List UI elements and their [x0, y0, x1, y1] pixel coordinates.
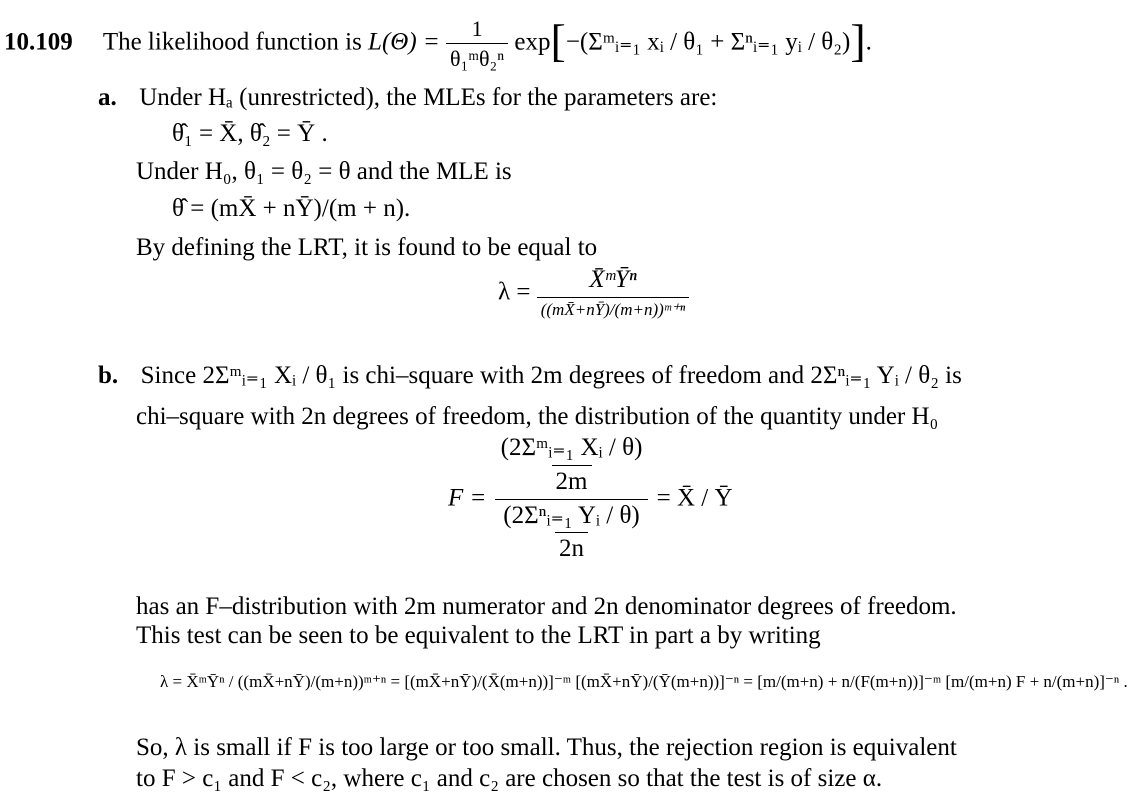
part-a-mles: θ̂₁ = X̄, θ̂₂ = Ȳ .	[172, 120, 328, 147]
part-a-label: a.	[98, 84, 117, 111]
f-ratio: = X̄ / Ȳ	[656, 484, 733, 512]
part-b-label: b.	[98, 362, 119, 389]
part-a-line1: a. Under Hₐ (unrestricted), the MLEs for the parameters are:	[98, 84, 718, 111]
exp-body: −(Σᵐᵢ₌₁ xᵢ / θ₁ + Σⁿᵢ₌₁ yᵢ / θ₂)	[565, 28, 851, 56]
part-b-line4: This test can be seen to be equivalent to the LRT in part a by writing	[136, 622, 821, 649]
problem-number: 10.109	[4, 28, 73, 56]
part-b-line1: b. Since 2Σᵐᵢ₌₁ Xᵢ / θ₁ is chi–square with 2m degrees of freedom and 2Σⁿᵢ₌₁ Yᵢ / θ₂ is	[98, 362, 962, 389]
part-a-lambda: λ = $\frac{\text{X̄ᵐȲⁿ}}{\text{((mX̄+nȲ)/(m+n))ᵐ⁺ⁿ}}$	[498, 266, 689, 319]
part-b-line3: has an F–distribution with 2m numerator and 2n denominator degrees of freedom.	[136, 593, 957, 620]
likelihood-fraction: $\frac{1}{\text{θ₁ᵐθ₂ⁿ}}$	[446, 16, 508, 72]
exp-word: exp	[514, 28, 551, 56]
f-fraction: $\frac{\frac{\text{(2Σᵐᵢ₌₁ Xᵢ / θ)}}{2m}}{\frac{\text{(2Σⁿᵢ₌₁ Yᵢ / θ)}}{2n}}$	[493, 434, 651, 564]
lambda-fraction: $\frac{\text{X̄ᵐȲⁿ}}{\text{((mX̄+nȲ)/(m+n))ᵐ⁺ⁿ}}$	[537, 266, 689, 319]
lambda-chain: λ = X̄ᵐȲⁿ / ((mX̄+nȲ)/(m+n))ᵐ⁺ⁿ = [(mX̄+nȲ)/(X̄(m+n))]⁻ᵐ [(mX̄+nȲ)/(Ȳ(m+n))]⁻ⁿ = [m/(m+n) + n/(F(m+n))]⁻ᵐ [m/(m+n) F + n/(m+n)]⁻ⁿ .	[160, 672, 1128, 691]
likelihood-lhs: L(Θ) =	[368, 28, 440, 56]
part-a-line5: By defining the LRT, it is found to be equal to	[136, 234, 598, 261]
part-b-line7: to F > c₁ and F < c₂, where c₁ and c₂ are chosen so that the test is of size α.	[136, 765, 883, 792]
problem-intro: The likelihood function is	[102, 28, 362, 56]
part-b-line6: So, λ is small if F is too large or too small. Thus, the rejection region is equivalent	[136, 734, 957, 761]
problem-header: 10.109 The likelihood function is L(Θ) = $\frac{1}{\text{θ₁ᵐθ₂ⁿ}}$ exp[−(Σᵐᵢ₌₁ xᵢ / θ₁ + Σⁿᵢ₌₁ yᵢ / θ₂)].	[4, 14, 872, 72]
part-b-line2: chi–square with 2n degrees of freedom, the distribution of the quantity under H₀	[136, 403, 939, 430]
part-a-mle0: θ̂ = (mX̄ + nȲ)/(m + n).	[172, 195, 411, 222]
part-a-line3: Under H₀, θ₁ = θ₂ = θ and the MLE is	[136, 158, 512, 185]
f-statistic: F = $\frac{\frac{\text{(2Σᵐᵢ₌₁ Xᵢ / θ)}}{2m}}{\frac{\text{(2Σⁿᵢ₌₁ Yᵢ / θ)}}{2n}}$ = X̄ / Ȳ	[448, 434, 733, 563]
